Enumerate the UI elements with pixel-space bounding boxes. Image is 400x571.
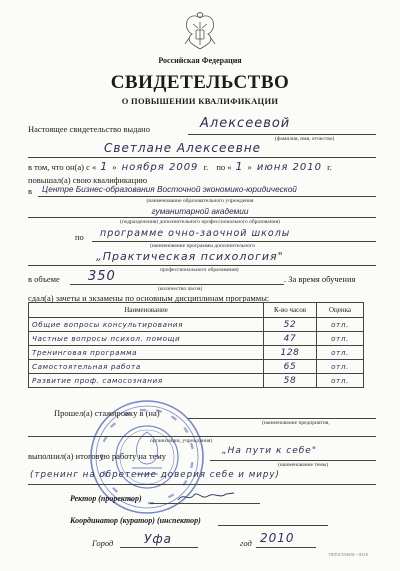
thesis-line2 — [28, 484, 376, 485]
subject-grade: отл. — [317, 318, 364, 332]
subject-hours: 65 — [264, 360, 317, 374]
subject-hours: 128 — [264, 346, 317, 360]
recipient-given-names: Светлане Алексеевне — [104, 141, 262, 155]
exams-label: сдал(а) зачеты и экзамены по основным дисциплинам программы: — [28, 293, 270, 303]
col-hours: К-во часов — [264, 303, 317, 318]
volume-line — [70, 284, 284, 285]
thesis-topic1: „На пути к себе" — [222, 446, 317, 456]
program-hint-1: (наименование программы дополнительного — [150, 243, 255, 249]
surname-line — [188, 134, 376, 135]
subject-hours: 47 — [264, 332, 317, 346]
subject-name: Развитие проф. самосознания — [29, 374, 264, 388]
table-row — [29, 318, 364, 332]
internship-line2 — [28, 436, 376, 437]
internship-line1 — [188, 418, 376, 419]
internship-hint-1: (наименование предприятия, — [262, 420, 330, 426]
coordinator-label: Координатор (куратор) (инспектор) — [70, 516, 201, 525]
thesis-hint: (наименование темы) — [278, 462, 329, 468]
exams-table — [28, 302, 364, 388]
table-row — [29, 332, 364, 346]
institution-line1 — [38, 196, 376, 197]
qualification-label: повышал(а) свою квалификацию — [28, 175, 148, 185]
recipient-surname: Алексеевой — [200, 116, 291, 131]
year-line — [256, 547, 316, 548]
internship-hint-2: организации, учреждения) — [150, 438, 213, 444]
program-line2: „Практическая психология" — [96, 250, 284, 263]
subject-grade: отл. — [317, 374, 364, 388]
rector-label: Ректор (проректор) — [70, 494, 142, 503]
subject-name: Общие вопросы консультирования — [29, 318, 264, 332]
program-line1: программе очно-заочной школы — [100, 228, 291, 239]
city-line — [120, 547, 198, 548]
fio-hint: (фамилия, имя, отчество) — [275, 136, 335, 142]
program-label: по — [75, 232, 84, 242]
city-label: Город — [92, 538, 114, 548]
period-text-start: в том, что он(а) с « — [28, 162, 97, 172]
exams-table-header — [29, 303, 364, 318]
year-label: год — [240, 538, 252, 548]
document-title: СВИДЕТЕЛЬСТВО — [110, 72, 290, 93]
period-quote-2: » — [247, 162, 252, 172]
thesis-label: выполнил(а) итоговую работу на тему — [28, 451, 166, 461]
given-names-line — [28, 157, 376, 158]
subject-grade: отл. — [317, 346, 364, 360]
subject-hours: 58 — [264, 374, 317, 388]
year-value: 2010 — [260, 531, 295, 545]
period-quote-1: » — [112, 162, 117, 172]
period-g1: г. — [203, 162, 209, 172]
city-value: Уфа — [144, 532, 172, 546]
month-to: июня 2010 — [256, 162, 323, 173]
table-row — [29, 360, 364, 374]
subject-name: Самостоятельная работа — [29, 360, 264, 374]
subject-name: Тренинговая программа — [29, 346, 264, 360]
document-subtitle: О ПОВЫШЕНИИ КВАЛИФИКАЦИИ — [121, 96, 279, 106]
institution-prefix: в — [28, 186, 33, 196]
program-underline2 — [28, 265, 376, 266]
table-row — [29, 346, 364, 360]
coordinator-sign-line — [218, 525, 328, 526]
printer-mark: ТИПОГРАФИЯ • ЗНАК — [328, 552, 369, 557]
period-po: по « — [216, 162, 232, 172]
internship-label: Прошел(а) стажировку в (на) — [54, 408, 160, 418]
program-hint-2: профессионального образования) — [160, 267, 239, 273]
volume-label: в объеме — [28, 274, 60, 284]
day-from: 1 — [100, 160, 109, 173]
col-grade: Оценка — [317, 303, 364, 318]
subject-grade: отл. — [317, 332, 364, 346]
issued-label: Настоящее свидетельство выдано — [28, 124, 150, 134]
country-label: Российская Федерация — [158, 56, 242, 65]
institution-line2 — [28, 217, 376, 218]
col-name: Наименование — [29, 303, 264, 318]
period-row — [28, 160, 332, 173]
thesis-topic2: (тренинг на обретение доверия себе и миру) — [30, 470, 280, 480]
institution-name-line1: Центре Бизнес-образования Восточной экономико-юридической — [42, 184, 297, 194]
day-to: 1 — [235, 160, 244, 173]
coat-of-arms-emblem — [181, 12, 219, 52]
volume-after: . За время обучения — [284, 274, 356, 284]
program-underline1 — [92, 241, 376, 242]
volume-hint: (количество часов) — [158, 286, 203, 292]
table-row — [29, 374, 364, 388]
period-g2: г. — [327, 162, 332, 172]
institution-name-line2: гуманитарной академии — [151, 206, 249, 216]
thesis-line1 — [210, 460, 376, 461]
subject-grade: отл. — [317, 360, 364, 374]
subject-hours: 52 — [264, 318, 317, 332]
institution-hint-2: (подразделения) дополнительного профессионального образования) — [120, 219, 280, 225]
month-from: ноября 2009 — [121, 162, 199, 173]
volume-hours: 350 — [88, 269, 116, 284]
subject-name: Частные вопросы психол. помощи — [29, 332, 264, 346]
rector-signature — [176, 488, 236, 504]
institution-hint-1: (наименование образовательного учреждения — [146, 198, 254, 204]
